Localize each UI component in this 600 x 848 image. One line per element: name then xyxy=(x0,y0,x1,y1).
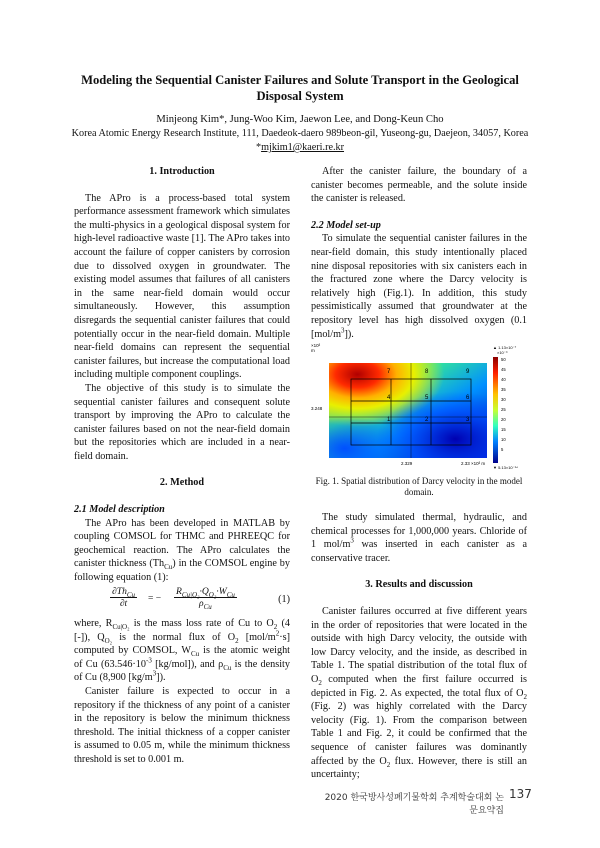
repo-label: 6 xyxy=(466,395,470,401)
y-tick: 3.248 xyxy=(311,406,323,411)
colorbar-ticks xyxy=(501,357,506,452)
paper-authors: Minjeong Kim*, Jung-Woo Kim, Jaewon Lee, and Dong-Keun Cho xyxy=(156,114,444,125)
intro-paragraph-1: The APro is a process-based total system performance assessment framework which simulates the multi-physics in a geological disposal system for high-level radioactive waste [1]. The APro takes into account the failure of copper canisters by corrosion due to dissolved oxygen in groundwater. The existing model assumes that failures of all canisters in the same near-field domain would occur simultaneously. However, this assumption disregards the sequential canister failures that could potentially occur in the near-field domain. Multiple near-field domains can represent the sequential canister failures, but increase the computational load including multiple component couplings. xyxy=(74,192,290,381)
svg-text:35: 35 xyxy=(501,387,506,392)
svg-text:45: 45 xyxy=(501,367,506,372)
eq-equals: = − xyxy=(148,593,162,604)
axis-top-unit: m xyxy=(311,348,315,353)
paper-affiliation: Korea Atomic Energy Research Institute, 111, Daedeok-daero 989beon-gil, Yuseong-gu, Daejeon, 34057, Korea xyxy=(71,128,529,139)
repo-label: 7 xyxy=(387,369,391,375)
left-column xyxy=(74,165,290,585)
x-tick-1: 2.329 xyxy=(401,461,413,466)
svg-text:20: 20 xyxy=(501,417,506,422)
equation-number: (1) xyxy=(278,594,290,605)
intro-paragraph-2: The objective of this study is to simulate the sequential canister failures and consequent solute transport by improving the APro to calculate the canister failures based on not the near-field domain but the repositories which are included in a near-field domain. xyxy=(74,382,290,462)
right-column-lower xyxy=(311,511,527,782)
svg-text:10: 10 xyxy=(501,437,506,442)
repo-label: 8 xyxy=(425,369,429,375)
page-number: 137 xyxy=(509,787,532,801)
x-tick-2: 2.33 ×10³ m xyxy=(461,461,486,466)
axis-top-label: ×10³ xyxy=(311,343,321,348)
svg-text:15: 15 xyxy=(501,427,506,432)
method-paragraph-1: The APro has been developed in MATLAB by coupling COMSOL for THMC and PHREEQC for geochemical reaction. The APro calculates the canister thickness $(Th_{Cu})$ in the COMSOL engine by following equation (1): xyxy=(74,517,290,584)
equation-1 xyxy=(74,584,290,616)
journal-footer: 2020 한국방사성폐기물학회 추계학술대회 논문요약집 xyxy=(324,793,504,816)
heading-introduction: 1. Introduction xyxy=(149,166,215,177)
colorbar-max: ▲ 1.13×10⁻⁷ xyxy=(493,345,517,350)
repo-label: 5 xyxy=(425,395,429,401)
method-paragraph-3: Canister failure is expected to occur in a repository if the thickness of any point of a canister in the repository is below the minimum thickness threshold. The initial thickness of a copper canister is assumed to 0.05 m, while the minimum thickness threshold is set to 0.001 m. xyxy=(74,685,290,765)
svg-text:25: 25 xyxy=(501,407,506,412)
left-column-lower xyxy=(74,617,290,767)
paper-title: Modeling the Sequential Canister Failures and Solute Transport in the Geological Disposal System xyxy=(81,73,519,103)
heading-model-description: 2.1 Model description xyxy=(74,504,165,516)
figure-caption: Fig. 1. Spatial distribution of Darcy velocity in the model domain. xyxy=(315,476,523,497)
colorbar xyxy=(493,345,518,470)
setup-paragraph: To simulate the sequential canister failures in the near-field domain, this study intentionally placed nine disposal repositories with six canisters each in the fractured zone where the Darcy velocity is relatively high (Fig.1). In addition, this study pessimistically assumed that groundwater at the repository level has high dissolved oxygen (0.1 $[mol/m^3]$). xyxy=(311,233,527,340)
eq-rhs: $R_{Cu|O_2}\cdot Q_{O_2}\cdot W_{Cu}$ $\rho_{Cu}$ xyxy=(176,586,235,611)
heading-model-setup: 2.2 Model set-up xyxy=(311,219,381,231)
repo-label: 2 xyxy=(425,417,429,423)
svg-text:40: 40 xyxy=(501,377,506,382)
svg-text:50: 50 xyxy=(501,357,506,362)
darcy-velocity-plot xyxy=(311,343,527,477)
field-map xyxy=(329,363,487,458)
colorbar-min: ▼ 5.13×10⁻¹⁴ xyxy=(493,465,518,470)
method-paragraph-4: After the canister failure, the boundary of a canister becomes permeable, and the solute inside the canister is released. xyxy=(311,166,527,205)
method-paragraph-2: where, $R_{Cu|O_2}$ is the mass loss rate of Cu to $O_2$ (4 [-]), $Q_{O_2}$ is the normal flux of $O_2$ $[mol/m^2\cdot s]$ computed by COMSOL, $W_{Cu}$ is the atomic weight of Cu ($63.546\cdot 10^{-3}$ [kg/mol]), and $\rho_{Cu}$ is the density of Cu (8,900 $[kg/m^3]$). xyxy=(74,618,290,684)
heading-method: 2. Method xyxy=(159,477,205,489)
eq-lhs: $\partial Th_{Cu}$ ∂t xyxy=(112,586,136,609)
email-link[interactable]: mjkim1@kaeri.re.kr xyxy=(261,142,345,153)
setup-paragraph-2: The study simulated thermal, hydraulic, and chemical processes for 1,000,000 years. Chloride of 1 mol/$m^3$ was inserted in each canister as a conservative tracer. xyxy=(311,512,527,564)
darcy-velocity-figure xyxy=(311,343,527,477)
repo-label: 3 xyxy=(466,417,470,423)
repo-label: 1 xyxy=(387,417,391,423)
colorbar-exponent: ×10⁻⁹ xyxy=(497,350,508,355)
paper-email: *mjkim1@kaeri.re.kr xyxy=(255,142,345,153)
svg-text:30: 30 xyxy=(501,397,506,402)
svg-text:5: 5 xyxy=(501,447,504,452)
right-column xyxy=(311,165,527,341)
repo-label: 9 xyxy=(466,369,470,375)
results-paragraph: Canister failures occurred at five different years in the order of repositories that were located in the outside with high Darcy velocity, the outside with low Darcy velocity, and the inside, as described in Table 1. The spatial distribution of the total flux of $O_2$ computed when the first failure occurred is depicted in Fig. 2. As expected, the total flux of $O_2$ (Fig. 2) was highly correlated with the Darcy velocity (Fig. 1). From the comparison between Table 1 and Fig. 2, it could be confirmed that the sequence of canister failures was dominantly affected by the $O_2$ flux. However, there is still an uncertainty; xyxy=(311,605,527,781)
heading-results: 3. Results and discussion xyxy=(365,579,473,591)
repo-label: 4 xyxy=(387,395,391,401)
